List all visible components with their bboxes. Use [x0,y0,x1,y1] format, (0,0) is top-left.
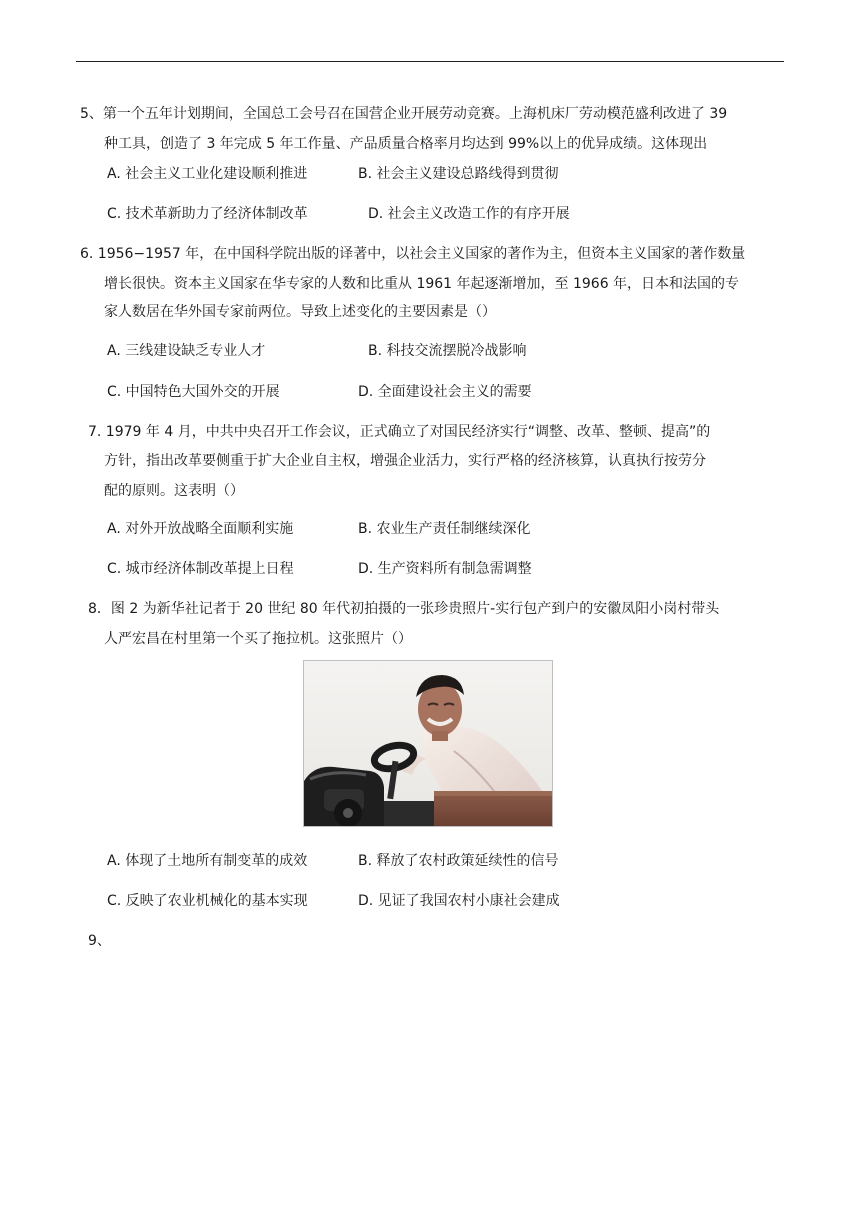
q9-number: 9、 [88,933,111,949]
q7-stem-line-3: 配的原则。这表明（） [104,483,244,499]
q8-option-a: A. 体现了土地所有制变革的成效 [107,853,308,869]
q8-option-c: C. 反映了农业机械化的基本实现 [107,893,308,909]
q7-option-d: D. 生产资料所有制急需调整 [358,561,532,577]
q5-stem-line-2: 种工具，创造了 3 年完成 5 年工作量、产品质量合格率月均达到 99%以上的优异成绩。这体现出 [104,136,708,152]
q6-option-b: B. 科技交流摆脱冷战影响 [368,343,527,359]
q5-option-b: B. 社会主义建设总路线得到贯彻 [358,166,559,182]
q6-option-d: D. 全面建设社会主义的需要 [358,384,532,400]
q5-stem-line-1: 5、第一个五年计划期间，全国总工会号召在国营企业开展劳动竞赛。上海机床厂劳动模范盛利改进了 39 [80,106,728,122]
q6-option-c: C. 中国特色大国外交的开展 [107,384,280,400]
q5-option-d: D. 社会主义改造工作的有序开展 [368,206,570,222]
q7-option-b: B. 农业生产责任制继续深化 [358,521,531,537]
q7-option-a: A. 对外开放战略全面顺利实施 [107,521,294,537]
header-rule [76,61,784,62]
q5-option-c: C. 技术革新助力了经济体制改革 [107,206,308,222]
tractor-photo [303,660,553,827]
q6-option-a: A. 三线建设缺乏专业人才 [107,343,266,359]
q7-option-c: C. 城市经济体制改革提上日程 [107,561,294,577]
q8-stem-line-1: 8．图 2 为新华社记者于 20 世纪 80 年代初拍摄的一张珍贵照片-实行包产到户的安徽凤阳小岗村带头 [88,601,720,617]
q6-stem-line-2: 增长很快。资本主义国家在华专家的人数和比重从 1961 年起逐渐增加，至 1966 年，日本和法国的专 [104,276,740,292]
q8-option-d: D. 见证了我国农村小康社会建成 [358,893,560,909]
q7-stem-line-1: 7. 1979 年 4 月，中共中央召开工作会议，正式确立了对国民经济实行“调整、改革、整顿、提高”的 [88,424,711,440]
q6-stem-line-3: 家人数居在华外国专家前两位。导致上述变化的主要因素是（） [104,304,496,320]
q5-option-a: A. 社会主义工业化建设顺利推进 [107,166,308,182]
q6-stem-line-1: 6. 1956−1957 年，在中国科学院出版的译著中，以社会主义国家的著作为主，但资本主义国家的著作数量 [80,246,746,262]
q7-stem-line-2: 方针，指出改革要侧重于扩大企业自主权，增强企业活力，实行严格的经济核算，认真执行按劳分 [104,453,706,469]
q8-option-b: B. 释放了农村政策延续性的信号 [358,853,559,869]
q8-stem-line-2: 人严宏昌在村里第一个买了拖拉机。这张照片（） [104,631,412,647]
